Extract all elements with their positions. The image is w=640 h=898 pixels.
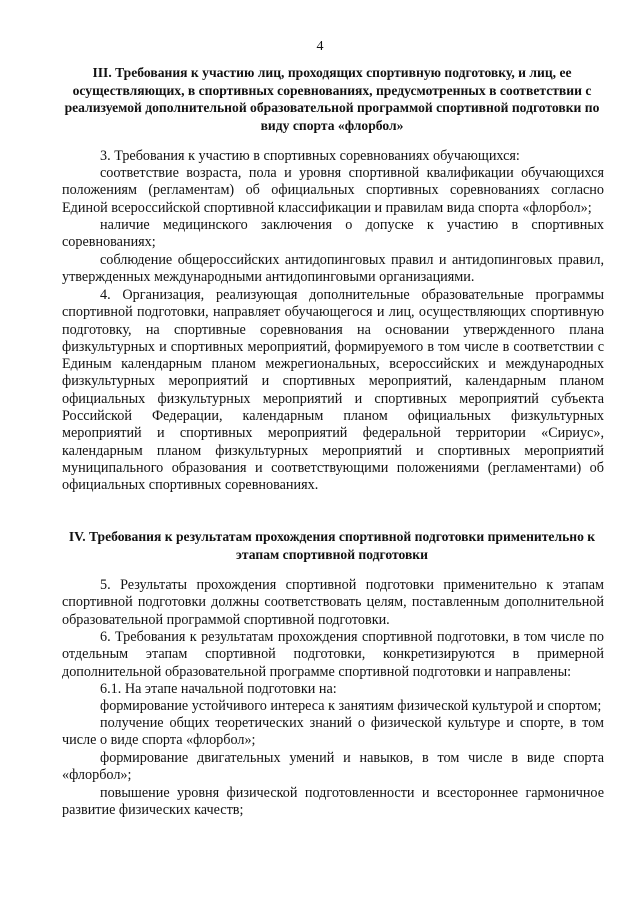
section-3-paragraph: 4. Организация, реализующая дополнительные образовательные программы спортивной подготовки, направляет обучающегося и лиц, осуществляющих спортивную подготовку, на спортивные соревнования на основании утвержденного плана физкультурных и спортивных мероприятий, формируемого в том числе в соответствии с Единым календарным планом межрегиональных, всероссийских и международных физкультурных мероприятий и спортивных мероприятий, календарным планом официальных физкультурных мероприятий и спортивных мероприятий субъекта Российской Федерации, календарным планом официальных физкультурных мероприятий и спортивных мероприятий федеральной территории «Сириус», календарным планом физкультурных мероприятий и спортивных мероприятий муниципального образования и соответствующими положениями (регламентами) об официальных спортивных соревнованиях. — [62, 287, 604, 494]
section-4-paragraph: формирование двигательных умений и навыков, в том числе в виде спорта «флорбол»; — [62, 750, 604, 784]
section-4-paragraph: получение общих теоретических знаний о физической культуре и спорте, в том числе о виде спорта «флорбол»; — [62, 715, 604, 749]
section-4-paragraph: 6.1. На этапе начальной подготовки на: — [100, 681, 337, 697]
section-3-paragraph: соответствие возраста, пола и уровня спортивной квалификации обучающихся положениям (регламентам) об официальных спортивных соревнованиях согласно Единой всероссийской спортивной классификации и правилам вида спорта «флорбол»; — [62, 165, 604, 216]
section-4-title: IV. Требования к результатам прохождения спортивной подготовки применительно к этапам спортивной подготовки — [68, 529, 596, 562]
page-number: 4 — [316, 39, 324, 54]
section-4-paragraph: повышение уровня физической подготовленности и всестороннее гармоничное развитие физических качеств; — [62, 785, 604, 819]
section-3-paragraph: наличие медицинского заключения о допуске к участию в спортивных соревнованиях; — [62, 217, 604, 251]
section-3-paragraph: 3. Требования к участию в спортивных соревнованиях обучающихся: — [100, 148, 520, 164]
section-4-paragraph: 6. Требования к результатам прохождения спортивной подготовки, в том числе по отдельным этапам спортивной подготовки, конкретизируются в примерной дополнительной образовательной программе спортивной подготовки и направлены: — [62, 629, 604, 680]
section-3-title: III. Требования к участию лиц, проходящих спортивную подготовку, и лиц, ее осуществляющих, в спортивных соревнованиях, предусмотренных в соответствии с реализуемой дополнительной образовательной программой спортивной подготовки по виду спорта «флорбол» — [64, 65, 600, 133]
section-4-paragraph: 5. Результаты прохождения спортивной подготовки применительно к этапам спортивной подготовки должны соответствовать целям, поставленным дополнительной образовательной программой спортивной подготовки. — [62, 577, 604, 628]
section-3-paragraph: соблюдение общероссийских антидопинговых правил и антидопинговых правил, утвержденных международными антидопинговыми организациями. — [62, 252, 604, 286]
section-4-paragraph: формирование устойчивого интереса к занятиям физической культурой и спортом; — [100, 698, 602, 714]
